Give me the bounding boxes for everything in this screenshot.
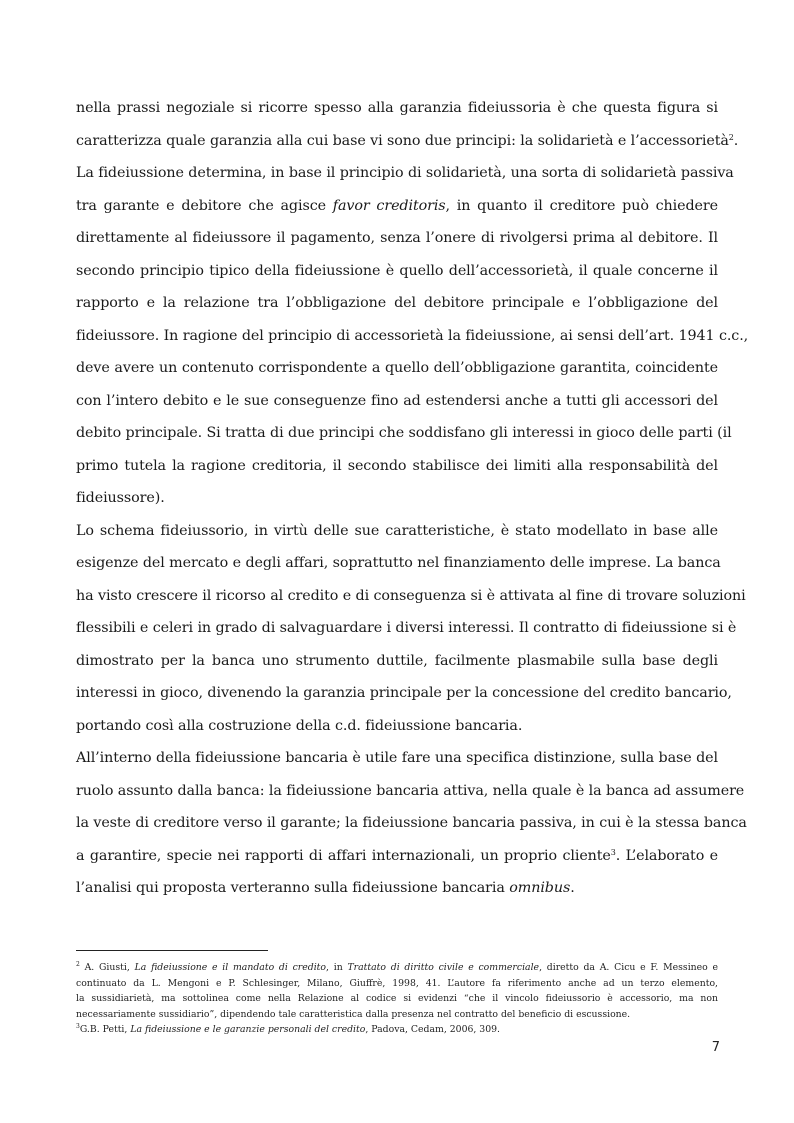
footnote-separator [76, 950, 268, 951]
text-line: rapporto e la relazione tra l’obbligazione del debitore principale e l’obbligazione del [76, 295, 718, 311]
text-line: interessi in gioco, divenendo la garanzia principale per la concessione del credito bancario, [76, 685, 732, 701]
footnote-ref-2[interactable]: 2 [728, 132, 734, 142]
text-line: portando così alla costruzione della c.d. fideiussione bancaria. [76, 717, 523, 734]
text-line: ha visto crescere il ricorso al credito e di conseguenza si è attivata al fine di trovare soluzioni [76, 587, 746, 604]
text-line: caratterizza quale garanzia alla cui base vi sono due principi: la solidarietà e l’accessorietà$^2$. [76, 132, 739, 149]
footnote-2-line: la sussidiarietà, ma sottolinea come nella Relazione al codice si evidenzi “che il vincolo fideiussorio è accessorio, ma non [76, 993, 718, 1004]
text-line: secondo principio tipico della fideiussione è quello dell’accessorietà, il quale concerne il [76, 262, 718, 279]
text-line: a garantire, specie nei rapporti di affari internazionali, un proprio cliente$^3$. L’elaborato e [76, 847, 718, 864]
footnote-2-line: continuato da L. Mengoni e P. Schlesinger, Milano, Giuffrè, 1998, 41. L’autore fa riferimento anche ad un terzo elemento, [76, 977, 718, 989]
text-line: fideiussore. In ragione del principio di accessorietà la fideiussione, ai sensi dell’art. 1941 c.c., [76, 327, 749, 344]
text-line: primo tutela la ragione creditoria, il secondo stabilisce dei limiti alla responsabilità del [76, 457, 718, 474]
text-line: direttamente al fideiussore il pagamento, senza l’onere di rivolgersi prima al debitore. Il [76, 230, 718, 246]
text-line: nella prassi negoziale si ricorre spesso alla garanzia fideiussoria è che questa figura si [76, 100, 718, 116]
text-line: Lo schema fideiussorio, in virtù delle sue caratteristiche, è stato modellato in base alle [76, 522, 718, 539]
text-line: ruolo assunto dalla banca: la fideiussione bancaria attiva, nella quale è la banca ad assumere [76, 782, 745, 799]
page-number: 7 [711, 1040, 720, 1055]
text-line: dimostrato per la banca uno strumento duttile, facilmente plasmabile sulla base degli [76, 652, 718, 669]
italic-term: omnibus [509, 880, 571, 896]
footnote-2-line: necessariamente sussidiario”, dipendendo tale caratteristica dalla presenza nel contratto del beneficio di escussione. [76, 1008, 631, 1020]
text-line: All’interno della fideiussione bancaria è utile fare una specifica distinzione, sulla base del [76, 750, 718, 766]
footnotes [76, 960, 718, 1038]
text-line: flessibili e celeri in grado di salvaguardare i diversi interessi. Il contratto di fideiussione si è [76, 620, 737, 636]
text-line: la veste di creditore verso il garante; la fideiussione bancaria passiva, in cui è la stessa banca [76, 815, 747, 831]
text-line: deve avere un contenuto corrispondente a quello dell’obbligazione garantita, coincidente [76, 360, 718, 376]
text-line: fideiussore). [76, 490, 165, 506]
text-line: esigenze del mercato e degli affari, soprattutto nel finanziamento delle imprese. La banca [76, 555, 721, 571]
footnote-ref-3[interactable]: 3 [610, 847, 616, 857]
main-text [76, 92, 749, 905]
text-line: l’analisi qui proposta verteranno sulla fideiussione bancaria omnibus. [76, 880, 575, 896]
text-line: La fideiussione determina, in base il principio di solidarietà, una sorta di solidarietà passiva [76, 165, 734, 181]
text-line: debito principale. Si tratta di due principi che soddisfano gli interessi in gioco delle parti (il [76, 425, 732, 441]
footnote-2: $^2$ A. Giusti, La fideiussione e il mandato di credito, in Trattato di diritto civile e commerciale, diretto da A. Cicu e F. Messineo e [76, 961, 719, 973]
italic-term: favor creditoris [332, 197, 446, 214]
text-line: tra garante e debitore che agisce favor creditoris, in quanto il creditore può chiedere [76, 197, 718, 214]
text-line: con l’intero debito e le sue conseguenze fino ad estendersi anche a tutti gli accessori del [76, 392, 718, 409]
footnote-3: $^3$G.B. Petti, La fideiussione e le garanzie personali del credito, Padova, Cedam, 2006, 309. [76, 1023, 501, 1035]
